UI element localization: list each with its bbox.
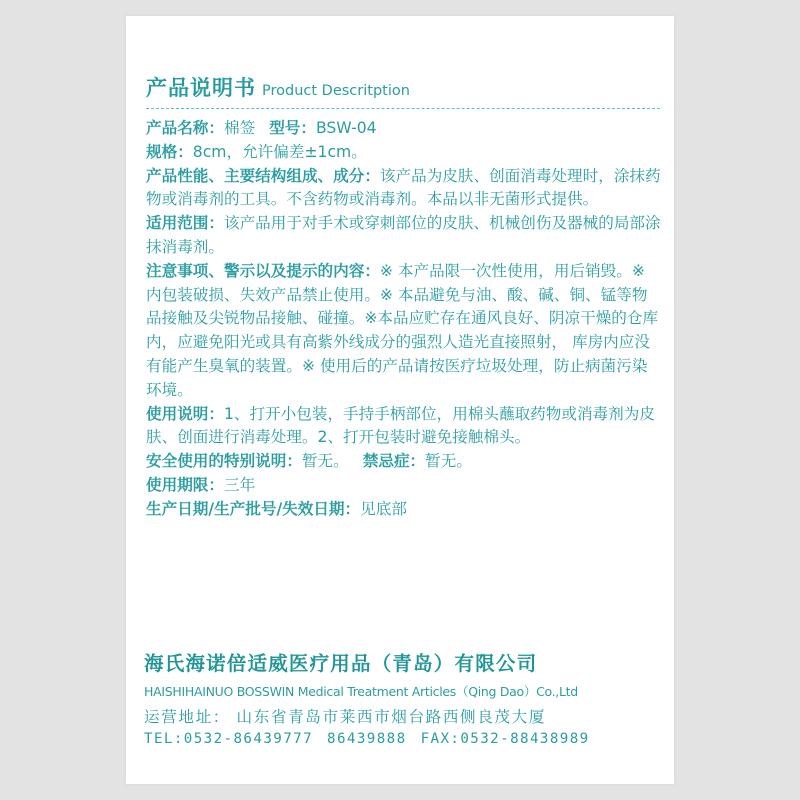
tel-number-2: 86439888 xyxy=(327,731,407,747)
performance-label: 产品性能、主要结构组成、成分： xyxy=(146,166,380,185)
model-label: 型号： xyxy=(269,119,316,137)
caution-label: 注意事项、警示以及提示的内容： xyxy=(146,261,380,280)
tel-label: TEL: xyxy=(144,731,184,747)
safety-label: 安全使用的特别说明： xyxy=(146,452,302,471)
contact-numbers xyxy=(144,731,590,747)
dates-value: 见底部 xyxy=(360,499,407,518)
instruction-sheet xyxy=(126,16,674,784)
safety-line xyxy=(146,450,662,474)
dates-label: 生产日期/生产批号/失效日期： xyxy=(146,499,361,518)
fax-label: FAX: xyxy=(420,731,461,747)
model-value: BSW-04 xyxy=(315,119,377,137)
caution-paragraph xyxy=(146,260,662,403)
safety-value: 暂无。 xyxy=(301,452,349,471)
product-name-label: 产品名称： xyxy=(146,119,224,137)
spec-value: 8cm，允许偏差±1cm。 xyxy=(192,142,367,161)
period-value: 三年 xyxy=(223,475,256,494)
title-chinese: 产品说明书 xyxy=(146,76,256,100)
spec-line xyxy=(146,141,662,165)
company-name-chinese: 海氏海诺倍适威医疗用品（青岛）有限公司 xyxy=(144,652,538,675)
product-name-value: 棉签 xyxy=(223,119,256,137)
usage-label: 使用说明： xyxy=(146,404,224,423)
product-name-line xyxy=(146,117,662,141)
scope-paragraph xyxy=(146,212,662,260)
company-name-english: HAISHIHAINUO BOSSWIN Medical Treatment Articles（Qing Dao）Co.,Ltd xyxy=(144,684,578,699)
performance-text: 该产品为皮肤、创面消毒处理时，涂抹药物或消毒剂的工具。不含药物或消毒剂。本品以非无菌形式提供。 xyxy=(146,166,661,209)
tel-number-1: 0532-86439777 xyxy=(183,731,314,747)
caution-text: ※ 本产品限一次性使用，用后销毁。※ 内包装破损、失效产品禁止使用。※ 本品避免与油、酸、碱、铜、锰等物品接触及尖锐物品接触、碰撞。※本品应贮存在通风良好、阴凉干燥的仓库内，应避免阳光或具有高紫外线成分的强烈人造光直接照射， 库房内应没有能产生臭氧的装置。※ 使用后的产品请按医疗垃圾处理，防止病菌污染环境。 xyxy=(146,261,659,399)
usage-paragraph xyxy=(146,403,662,451)
contraindication-value: 暂无。 xyxy=(425,452,472,471)
performance-paragraph xyxy=(146,165,662,213)
dashed-divider xyxy=(146,108,660,109)
company-address: 运营地址： 山东省青岛市莱西市烟台路西侧良茂大厦 xyxy=(144,708,547,726)
period-label: 使用期限： xyxy=(146,475,224,494)
scope-label: 适用范围： xyxy=(146,214,224,233)
document-body xyxy=(146,117,662,522)
title-english: Product Descritption xyxy=(262,83,410,99)
scope-text: 该产品用于对手术或穿刺部位的皮肤、机械创伤及器械的局部涂抹消毒剂。 xyxy=(146,214,661,256)
usage-text: 1、打开小包装，手持手柄部位，用棉头蘸取药物或消毒剂为皮肤、创面进行消毒处理。2、打开包装时避免接触棉头。 xyxy=(146,404,655,447)
dates-line xyxy=(146,498,662,522)
spec-label: 规格： xyxy=(146,142,193,161)
period-line xyxy=(146,474,662,498)
fax-number: 0532-88438989 xyxy=(460,731,590,747)
document-title xyxy=(146,72,410,102)
contraindication-label: 禁忌症： xyxy=(362,452,426,471)
